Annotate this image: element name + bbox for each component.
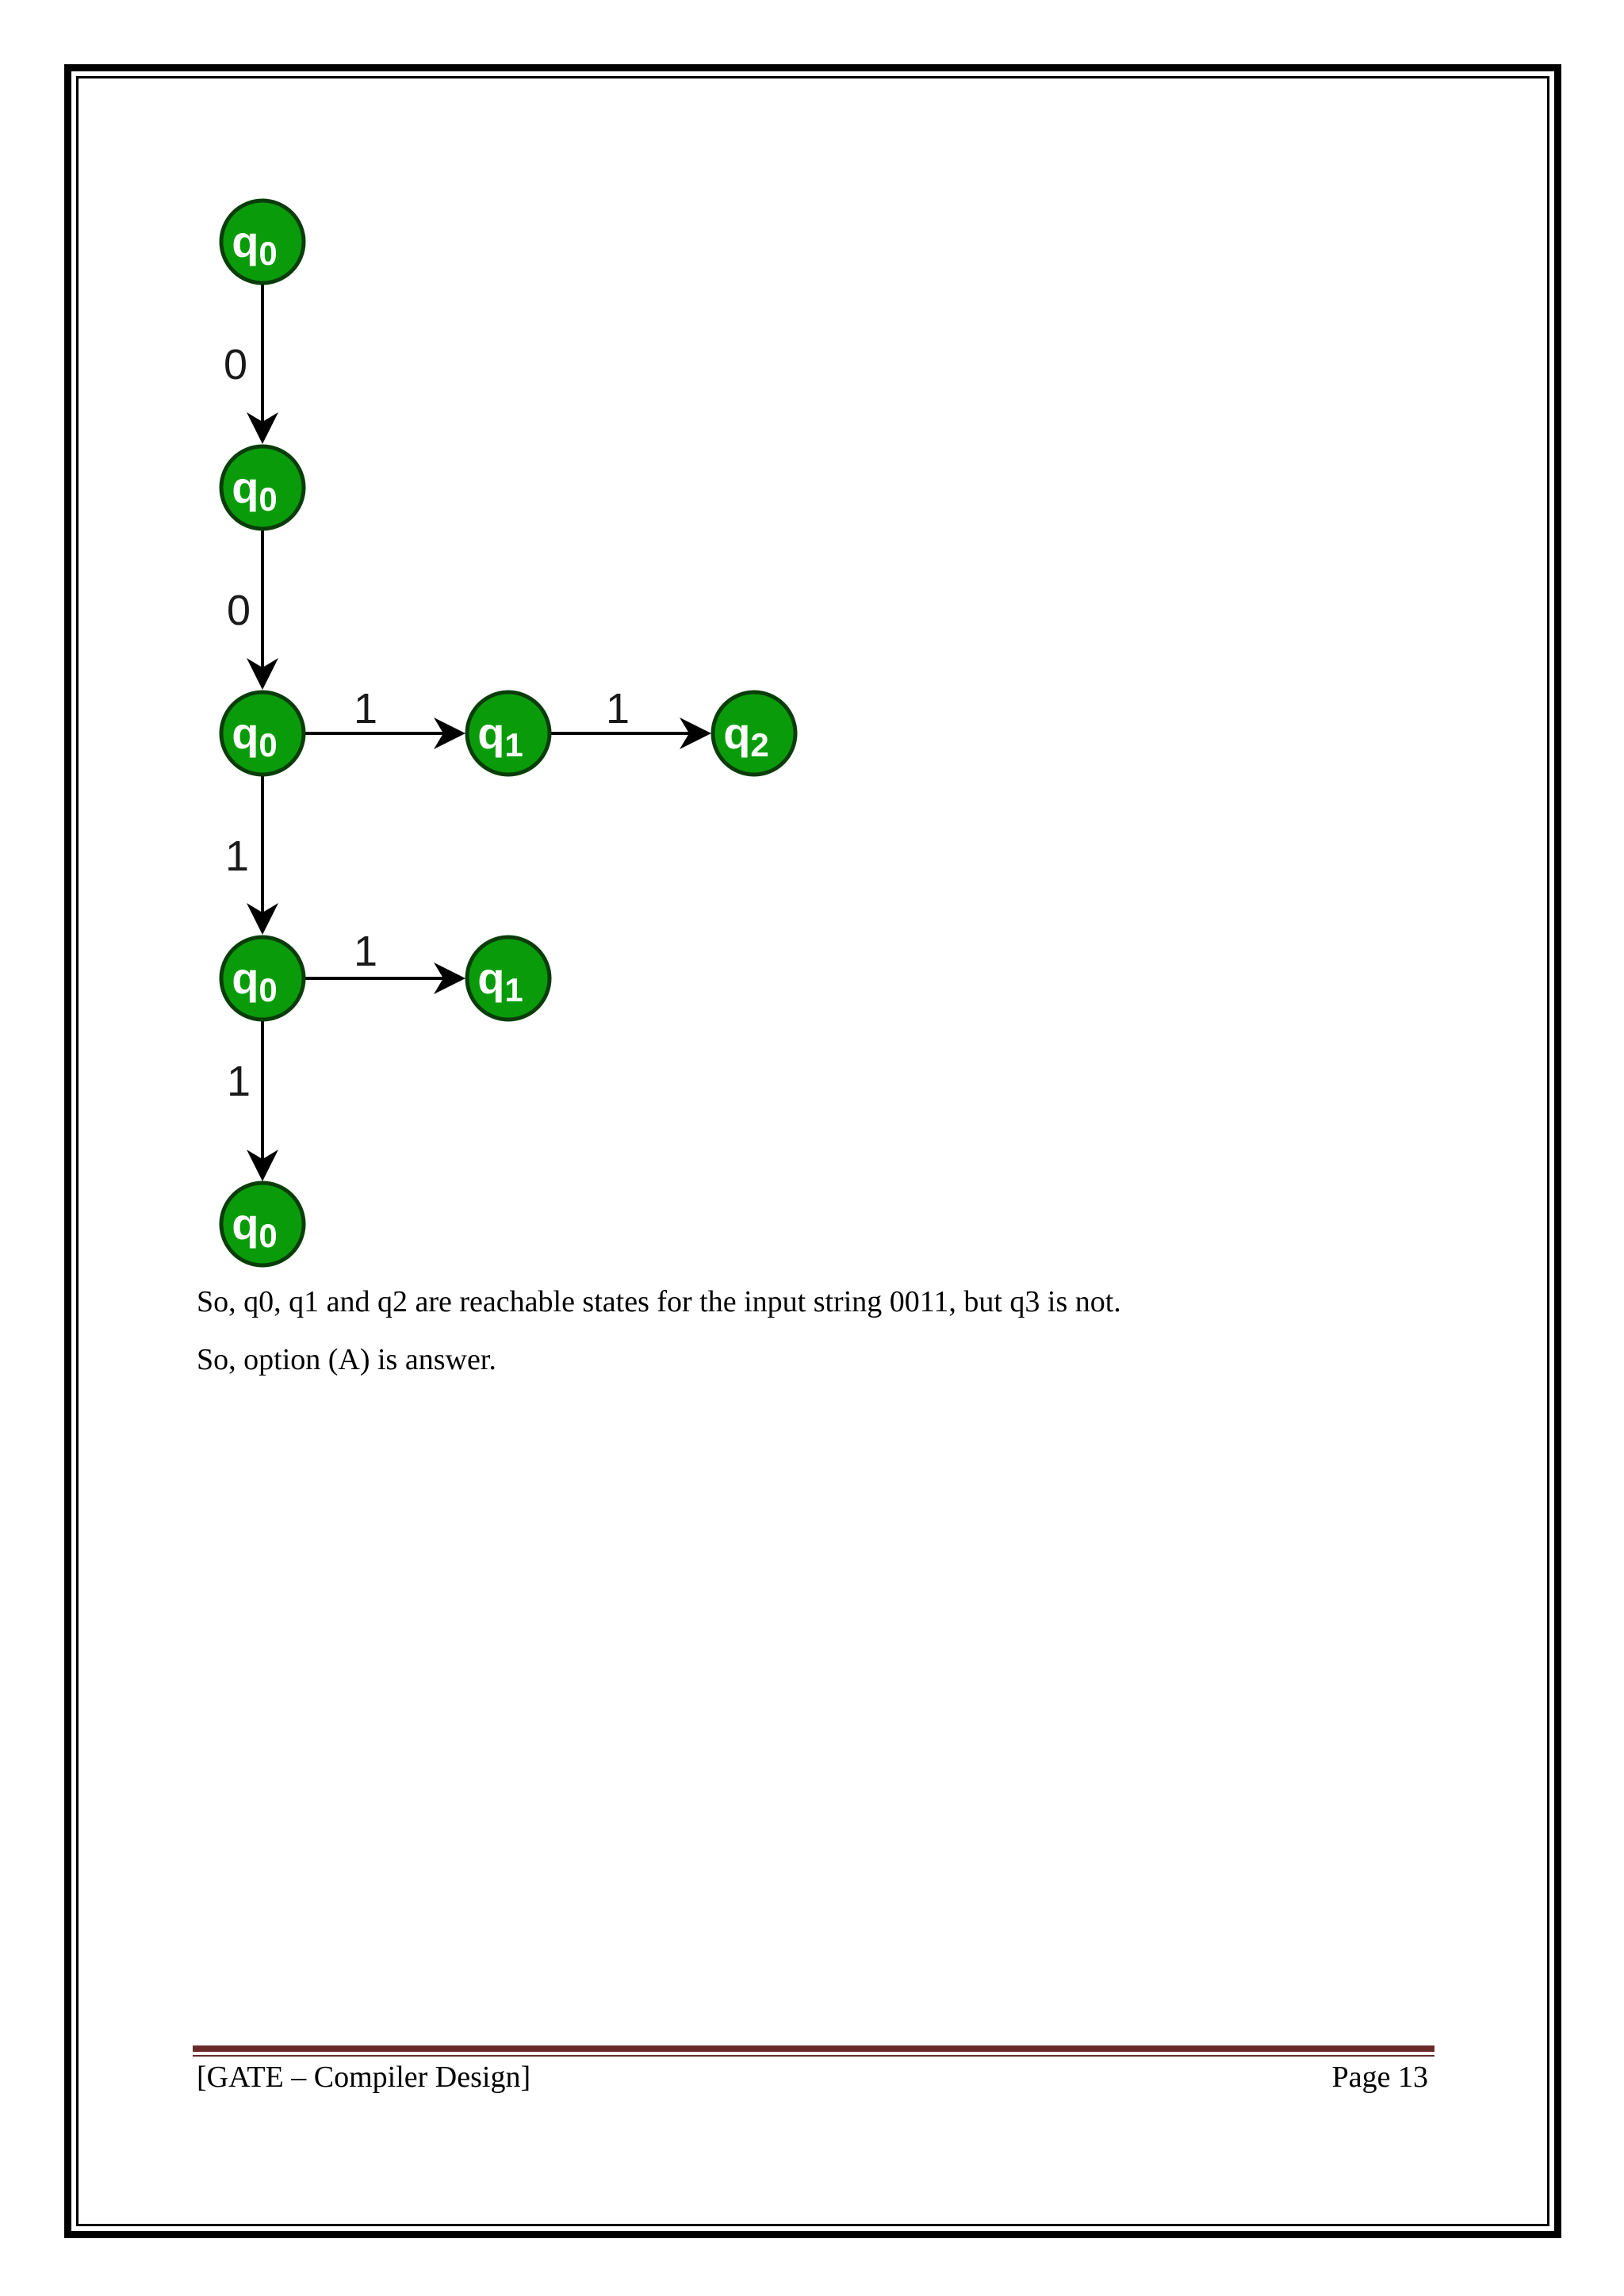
svg-text:q0: q0 [232,953,278,1008]
state-node-n2 [221,446,304,529]
body-text-line-1: So, q0, q1 and q2 are reachable states for the input string 0011, but q3 is not. [197,1285,1121,1318]
state-node-n4 [467,692,550,775]
state-node-n5 [713,692,795,775]
svg-text:q2: q2 [723,708,769,763]
state-node-n3 [221,692,304,775]
state-node-n1 [221,201,304,283]
footer-page-number: Page 13 [1331,2061,1428,2094]
edge-label-n4-n5: 1 [606,685,630,733]
footer-rule-thick [193,2045,1434,2052]
svg-text:q1: q1 [477,953,523,1008]
edge-label-n3-n4: 1 [354,685,378,733]
svg-text:q0: q0 [232,708,278,763]
edge-label-n1-n2: 0 [224,341,248,388]
svg-text:q0: q0 [232,216,278,272]
edge-label-n3-n6: 1 [225,832,250,880]
svg-text:q1: q1 [477,708,523,763]
edge-label-n6-n7: 1 [354,928,378,975]
edge-label-n6-n8: 1 [227,1058,251,1105]
footer-rule-thin [193,2055,1434,2057]
body-text-line-2: So, option (A) is answer. [197,1343,496,1376]
footer-title: [GATE – Compiler Design] [197,2061,531,2094]
state-node-n6 [221,937,304,1020]
svg-text:q0: q0 [232,462,278,518]
state-node-n8 [221,1183,304,1265]
svg-text:q0: q0 [232,1199,278,1254]
edge-label-n2-n3: 0 [227,587,251,634]
state-node-n7 [467,937,550,1020]
